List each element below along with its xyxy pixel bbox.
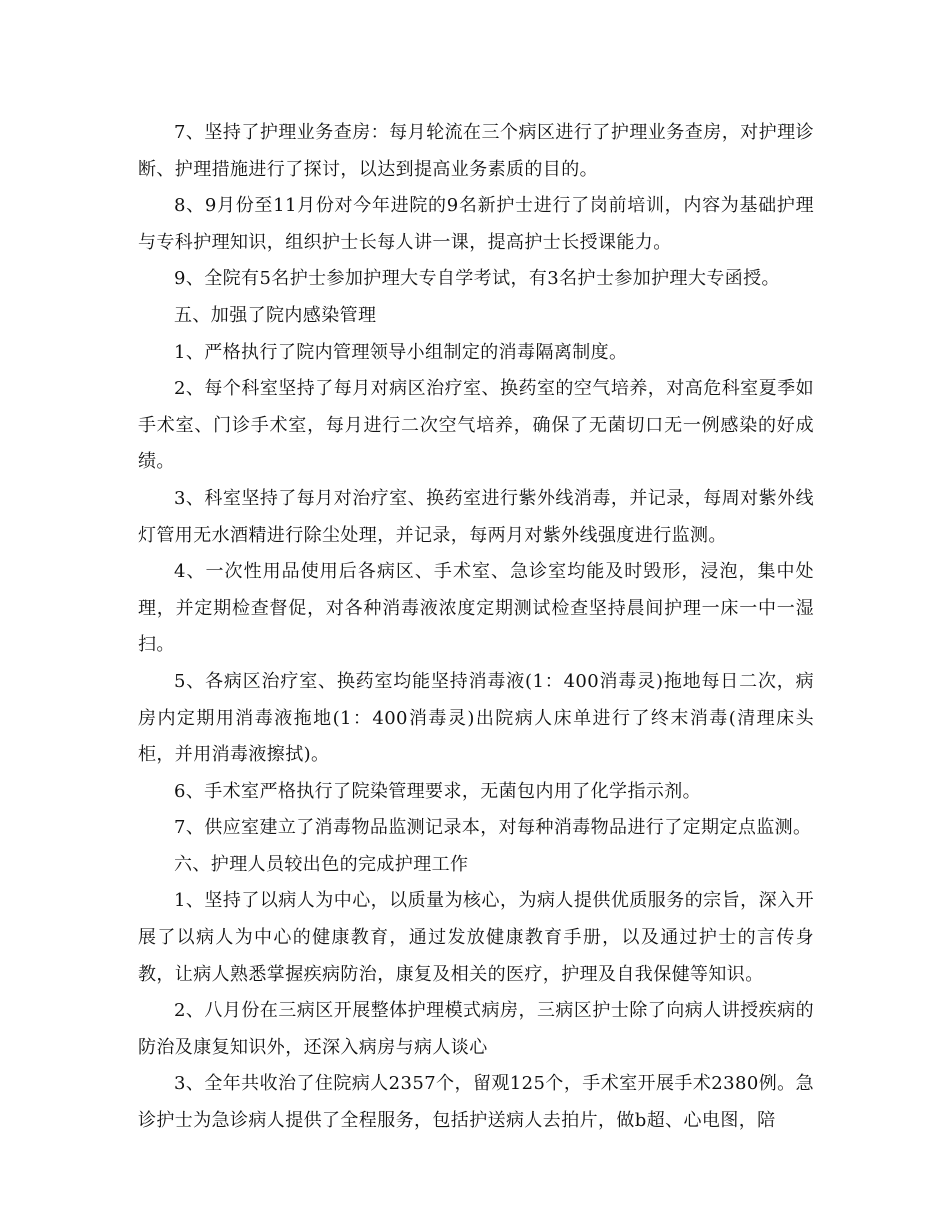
paragraph-college-exam: 9、全院有5名护士参加护理大专自学考试，有3名护士参加护理大专函授。 [174, 268, 780, 290]
paragraph-air-culture: 2、每个科室坚持了每月对病区治疗室、换药室的空气培养，对高危科室夏季如手术室、门诊手术室，每月进行二次空气培养，确保了无菌切口无一例感染的好成绩。 [138, 378, 814, 473]
paragraph-holistic-ward: 2、八月份在三病区开展整体护理模式病房，三病区护士除了向病人讲授疾病的防治及康复知识外，还深入病房与病人谈心 [138, 1000, 814, 1058]
paragraph-disposables: 4、一次性用品使用后各病区、手术室、急诊室均能及时毁形，浸泡，集中处理，并定期检查督促，对各种消毒液浓度定期测试检查坚持晨间护理一床一中一湿扫。 [138, 561, 814, 656]
section-heading-infection-control: 五、加强了院内感染管理 [174, 304, 377, 326]
document-page [138, 115, 814, 1140]
paragraph-operating-room: 6、手术室严格执行了院染管理要求，无菌包内用了化学指示剂。 [174, 780, 702, 802]
paragraph-rounds: 7、坚持了护理业务查房：每月轮流在三个病区进行了护理业务查房，对护理诊断、护理措施进行了探讨，以达到提高业务素质的目的。 [138, 122, 814, 180]
paragraph-annual-statistics: 3、全年共收治了住院病人2357个，留观125个，手术室开展手术2380例。急诊护士为急诊病人提供了全程服务，包括护送病人去拍片，做b超、心电图，陪 [138, 1073, 814, 1132]
paragraph-patient-centered: 1、坚持了以病人为中心，以质量为核心，为病人提供优质服务的宗旨，深入开展了以病人为中心的健康教育，通过发放健康教育手册，以及通过护士的言传身教，让病人熟悉掌握疾病防治，康复及相关的医疗，护理及自我保健等知识。 [138, 890, 814, 985]
paragraph-floor-mopping: 5、各病区治疗室、换药室均能坚持消毒液(1：400消毒灵)拖地每日二次，病房内定期用消毒液拖地(1：400消毒灵)出院病人床单进行了终末消毒(清理床头柜，并用消毒液擦拭)。 [138, 670, 814, 766]
paragraph-disinfection-rules: 1、严格执行了院内管理领导小组制定的消毒隔离制度。 [174, 341, 628, 363]
paragraph-uv-disinfection: 3、科室坚持了每月对治疗室、换药室进行紫外线消毒，并记录，每周对紫外线灯管用无水酒精进行除尘处理，并记录，每两月对紫外线强度进行监测。 [138, 487, 814, 546]
section-heading-nursing-work: 六、护理人员较出色的完成护理工作 [174, 853, 469, 875]
paragraph-new-nurse-training: 8、9月份至11月份对今年进院的9名新护士进行了岗前培训，内容为基础护理与专科护理知识，组织护士长每人讲一课，提高护士长授课能力。 [138, 195, 814, 253]
paragraph-supply-room: 7、供应室建立了消毒物品监测记录本，对每种消毒物品进行了定期定点监测。 [174, 817, 812, 839]
